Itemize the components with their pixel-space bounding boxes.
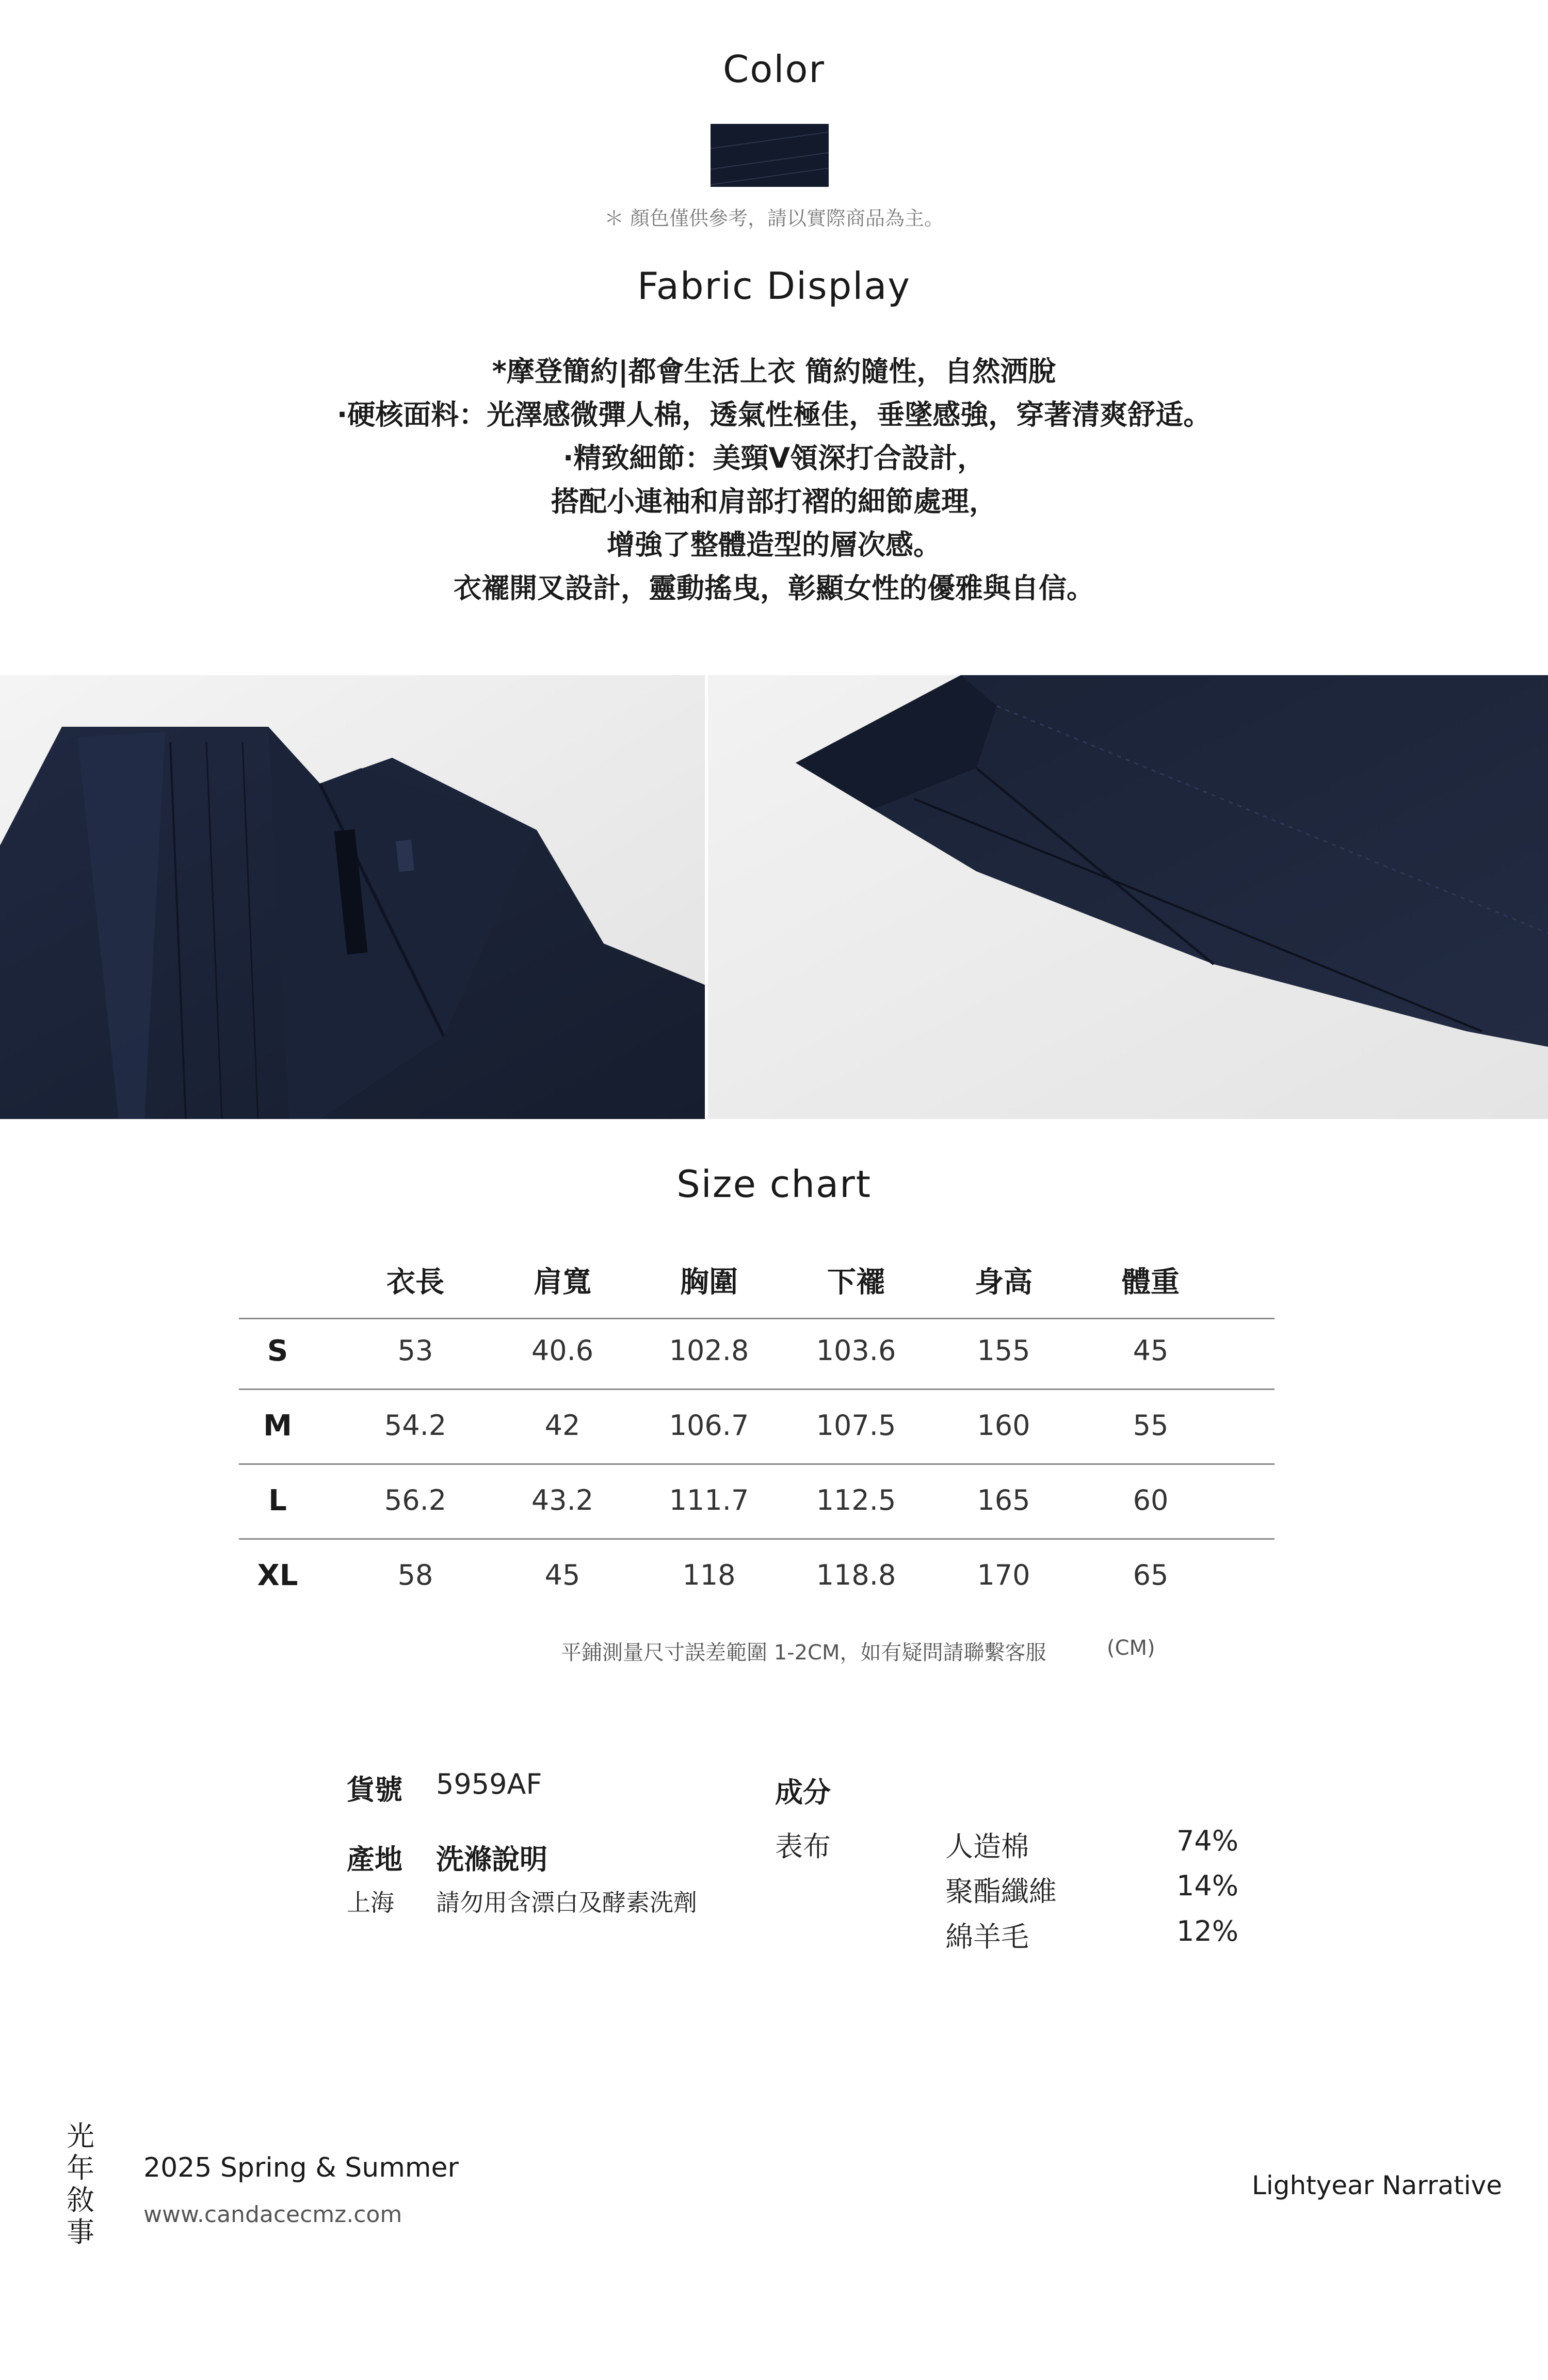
fabric-description	[0, 350, 1548, 610]
table-cell: 55	[1133, 1409, 1169, 1442]
table-cell: 43.2	[531, 1484, 594, 1516]
fabric-line: ·精致細節：美頸V領深打合設計，	[562, 442, 986, 474]
table-cell: 102.8	[669, 1334, 749, 1367]
size-table	[239, 1259, 1275, 1634]
color-disclaimer: ＊ 顏色僅供參考，請以實際商品為主。	[604, 207, 944, 230]
color-swatch[interactable]	[711, 124, 829, 187]
brand-char: 光	[67, 2120, 94, 2152]
table-divider	[239, 1318, 1275, 1319]
table-cell: 165	[977, 1484, 1030, 1516]
column-header: 下襬	[827, 1266, 885, 1299]
hem-photo	[708, 675, 1548, 1119]
brand-logo-vertical	[65, 2120, 96, 2248]
fabric-label: 表布	[775, 1830, 831, 1863]
table-cell: 106.7	[669, 1409, 749, 1442]
table-cell: 54.2	[384, 1409, 447, 1442]
table-cell: 45	[1133, 1334, 1169, 1367]
hem-photo-graphic	[708, 675, 1548, 1119]
size-label: XL	[257, 1559, 298, 1592]
size-unit: (CM)	[1107, 1636, 1155, 1660]
size-note: 平鋪測量尺寸誤差範圍 1-2CM，如有疑問請聯繫客服	[561, 1641, 1046, 1665]
table-cell: 118	[682, 1559, 736, 1591]
size-label: S	[267, 1334, 288, 1368]
table-cell: 103.6	[816, 1334, 896, 1367]
table-row	[239, 1484, 1275, 1559]
wash-value: 請勿用含漂白及酵素洗劑	[436, 1889, 697, 1916]
table-cell: 107.5	[816, 1409, 896, 1442]
table-cell: 111.7	[669, 1484, 749, 1516]
size-label: L	[268, 1484, 287, 1518]
table-cell: 40.6	[531, 1334, 594, 1367]
brand-char: 事	[67, 2216, 94, 2248]
fabric-line: *摩登簡約|都會生活上衣 簡約隨性，自然洒脫	[492, 355, 1056, 388]
fabric-line: 搭配小連袖和肩部打褶的細節處理，	[551, 485, 997, 518]
column-header: 身高	[975, 1266, 1033, 1299]
fabric-line: ·硬核面料：光澤感微彈人棉，透氣性極佳，垂墜感強，穿著清爽舒适。	[336, 398, 1212, 431]
table-cell: 170	[977, 1559, 1030, 1591]
origin-value: 上海	[347, 1889, 394, 1916]
table-cell: 118.8	[816, 1559, 896, 1591]
table-cell: 45	[544, 1559, 580, 1591]
material-name: 聚酯纖維	[945, 1875, 1057, 1908]
column-header: 體重	[1122, 1266, 1180, 1299]
table-cell: 60	[1133, 1484, 1169, 1516]
table-row	[239, 1559, 1275, 1634]
material-percent: 74%	[1176, 1825, 1239, 1857]
brand-name-en: Lightyear Narrative	[1252, 2170, 1502, 2200]
color-title: Color	[723, 47, 825, 91]
table-cell: 58	[397, 1559, 433, 1591]
table-cell: 56.2	[384, 1484, 447, 1516]
table-row	[239, 1334, 1275, 1409]
wash-label: 洗滌說明	[436, 1843, 547, 1876]
table-cell: 155	[977, 1334, 1030, 1367]
fabric-line: 衣襬開叉設計，靈動搖曳，彰顯女性的優雅與自信。	[454, 572, 1094, 604]
origin-label: 產地	[347, 1843, 402, 1876]
table-divider	[239, 1388, 1275, 1390]
sku-value: 5959AF	[436, 1768, 542, 1800]
table-divider	[239, 1463, 1275, 1465]
size-chart-title: Size chart	[676, 1162, 872, 1206]
column-header: 胸圍	[680, 1266, 738, 1299]
table-cell: 53	[397, 1334, 433, 1367]
size-table-header	[239, 1259, 1275, 1334]
season-label: 2025 Spring & Summer	[143, 2152, 459, 2183]
table-cell: 65	[1133, 1559, 1169, 1591]
material-percent: 12%	[1176, 1915, 1239, 1947]
fabric-line: 增強了整體造型的層次感。	[607, 529, 941, 561]
table-divider	[239, 1538, 1275, 1540]
column-header: 肩寬	[534, 1266, 591, 1299]
column-header: 衣長	[386, 1266, 444, 1299]
table-cell: 42	[544, 1409, 580, 1442]
table-cell: 112.5	[816, 1484, 896, 1516]
website-link[interactable]: www.candacecmz.com	[143, 2201, 402, 2228]
neckline-photo	[0, 675, 705, 1119]
material-name: 綿羊毛	[945, 1921, 1029, 1953]
brand-char: 年	[67, 2152, 94, 2184]
fabric-title: Fabric Display	[637, 264, 911, 308]
brand-char: 敘	[67, 2184, 94, 2216]
material-name: 人造棉	[945, 1830, 1029, 1863]
size-label: M	[263, 1409, 292, 1443]
neckline-photo-graphic	[0, 675, 705, 1119]
table-row	[239, 1409, 1275, 1484]
sku-label: 貨號	[347, 1774, 402, 1806]
table-cell: 160	[977, 1409, 1030, 1442]
composition-label: 成分	[775, 1776, 831, 1809]
material-percent: 14%	[1176, 1870, 1239, 1902]
